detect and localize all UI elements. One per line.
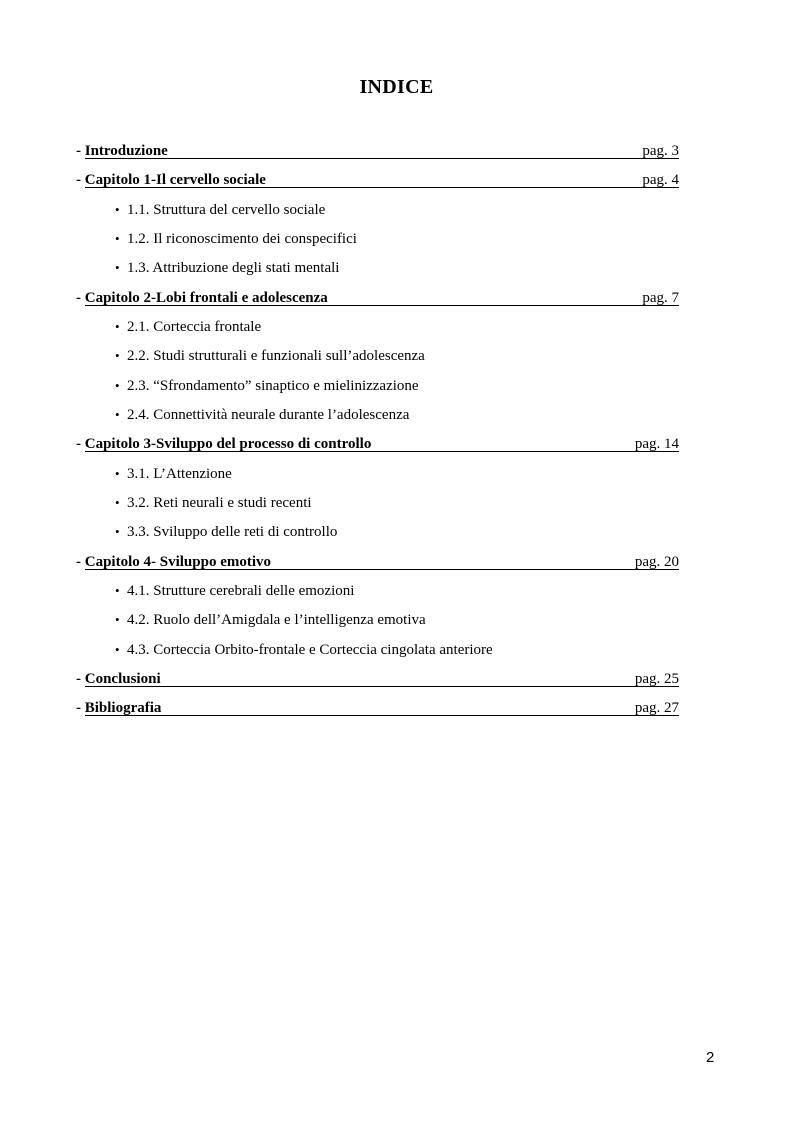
toc-leader: [161, 698, 634, 715]
bullet-icon: •: [115, 582, 120, 598]
toc-section-entry: [76, 258, 679, 287]
toc-section-label: 4.3. Corteccia Orbito-frontale e Corteccia cingolata anteriore: [127, 641, 493, 658]
toc-chapter-label: Capitolo 4- Sviluppo emotivo: [84, 553, 272, 570]
toc-chapter-dash: -: [76, 289, 85, 306]
toc-section-label: 2.1. Corteccia frontale: [127, 318, 262, 335]
toc-chapter-label: Introduzione: [84, 143, 168, 159]
bullet-icon: •: [115, 201, 120, 217]
toc-page-ref: pag. 3: [642, 143, 679, 159]
toc-section-entry: [76, 493, 679, 522]
toc-chapter-link[interactable]: [85, 434, 679, 452]
toc-page-ref: pag. 4: [642, 172, 679, 189]
toc-leader: [271, 552, 635, 569]
toc-leader: [328, 288, 643, 305]
toc-section-entry: [76, 317, 679, 346]
toc-section-entry: [76, 376, 679, 405]
toc-page-ref: pag. 20: [634, 553, 679, 570]
toc-chapter-entry: [76, 288, 679, 317]
toc-chapter-label: Capitolo 1-Il cervello sociale: [84, 172, 266, 189]
toc-chapter-link[interactable]: [85, 288, 679, 306]
toc-chapter-link[interactable]: [85, 552, 679, 570]
page-number: 2: [706, 1049, 715, 1066]
toc-section-entry: [76, 581, 679, 610]
toc-chapter-entry: [76, 669, 679, 698]
bullet-icon: •: [115, 406, 120, 422]
toc-chapter-entry: [76, 434, 679, 463]
table-of-contents: [76, 141, 679, 728]
toc-chapter-dash: -: [76, 553, 85, 570]
toc-page-ref: pag. 14: [634, 436, 679, 453]
toc-chapter-link[interactable]: [85, 698, 679, 716]
bullet-icon: •: [115, 494, 120, 510]
toc-page-ref: pag. 25: [634, 670, 679, 687]
toc-section-label: 4.1. Strutture cerebrali delle emozioni: [127, 582, 355, 599]
toc-leader: [371, 434, 635, 451]
toc-page-ref: pag. 27: [634, 700, 679, 717]
bullet-icon: •: [115, 230, 120, 246]
toc-section-label: 2.3. “Sfrondamento” sinaptico e mielinizzazione: [127, 377, 419, 394]
toc-section-entry: [76, 200, 679, 229]
bullet-icon: •: [115, 524, 120, 540]
toc-chapter-label: Conclusioni: [84, 670, 161, 687]
toc-section-label: 3.3. Sviluppo delle reti di controllo: [127, 524, 338, 541]
toc-chapter-entry: [76, 698, 679, 727]
toc-leader: [161, 669, 635, 686]
toc-section-label: 2.4. Connettività neurale durante l’adolescenza: [127, 406, 410, 423]
toc-section-label: 1.1. Struttura del cervello sociale: [127, 201, 326, 218]
toc-section-label: 1.3. Attribuzione degli stati mentali: [127, 260, 340, 277]
toc-chapter-entry: [76, 141, 679, 170]
toc-section-label: 4.2. Ruolo dell’Amigdala e l’intelligenza emotiva: [127, 612, 426, 629]
toc-section-entry: [76, 229, 679, 258]
bullet-icon: •: [115, 318, 120, 334]
page-title: INDICE: [359, 76, 434, 98]
toc-section-label: 1.2. Il riconoscimento dei conspecifici: [127, 230, 357, 247]
toc-section-label: 3.2. Reti neurali e studi recenti: [127, 494, 312, 511]
toc-section-entry: [76, 405, 679, 434]
toc-section-entry: [76, 464, 679, 493]
toc-chapter-dash: -: [76, 700, 85, 717]
bullet-icon: •: [115, 612, 120, 628]
toc-section-entry: [76, 640, 679, 669]
toc-chapter-label: Capitolo 2-Lobi frontali e adolescenza: [84, 289, 328, 306]
toc-chapter-link[interactable]: [85, 170, 679, 188]
toc-section-entry: [76, 346, 679, 375]
toc-section-label: 3.1. L’Attenzione: [127, 465, 232, 482]
toc-section-label: 2.2. Studi strutturali e funzionali sull’adolescenza: [127, 348, 425, 365]
toc-section-entry: [76, 610, 679, 639]
toc-leader: [168, 141, 643, 158]
toc-chapter-link[interactable]: [85, 669, 679, 687]
toc-chapter-link[interactable]: [85, 141, 679, 159]
toc-chapter-dash: -: [76, 143, 85, 159]
toc-chapter-dash: -: [76, 670, 85, 687]
bullet-icon: •: [115, 465, 120, 481]
toc-chapter-dash: -: [76, 436, 85, 453]
toc-page-ref: pag. 7: [642, 289, 679, 306]
toc-section-entry: [76, 522, 679, 551]
toc-chapter-entry: [76, 552, 679, 581]
toc-chapter-entry: [76, 170, 679, 199]
bullet-icon: •: [115, 260, 120, 276]
bullet-icon: •: [115, 377, 120, 393]
toc-chapter-dash: -: [76, 172, 85, 189]
toc-leader: [266, 170, 642, 187]
toc-chapter-label: Bibliografia: [84, 700, 162, 717]
bullet-icon: •: [115, 348, 120, 364]
toc-chapter-label: Capitolo 3-Sviluppo del processo di controllo: [84, 436, 372, 453]
bullet-icon: •: [115, 641, 120, 657]
